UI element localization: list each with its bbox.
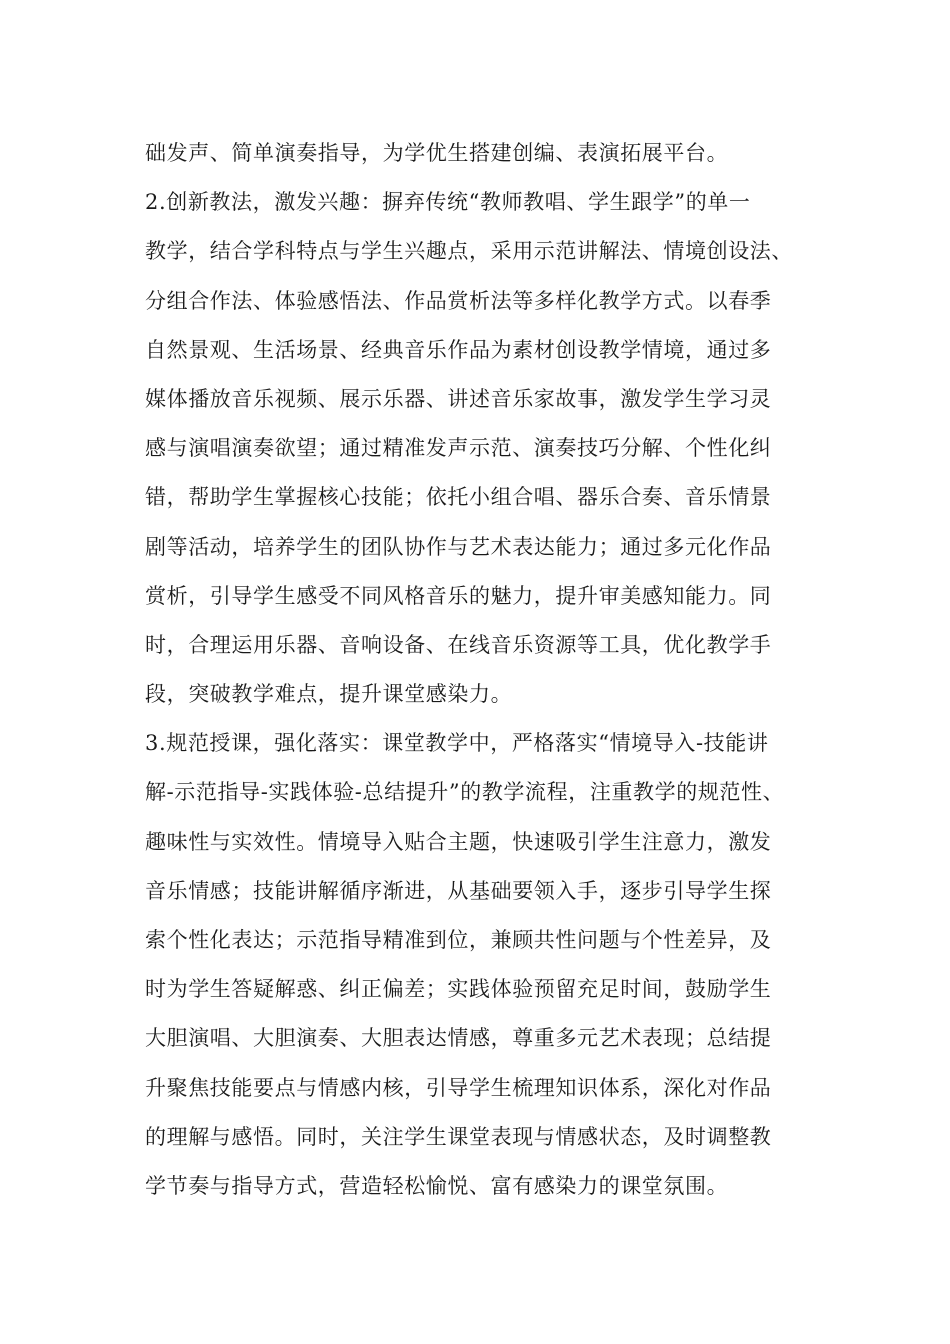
text-line: 赏析，引导学生感受不同风格音乐的魅力，提升审美感知能力。同 — [145, 583, 772, 608]
text-line: 教学，结合学科特点与学生兴趣点，采用示范讲解法、情境创设法、 — [145, 239, 793, 264]
text-line: 趣味性与实效性。情境导入贴合主题，快速吸引学生注意力，激发 — [145, 829, 772, 854]
text-line: 3.规范授课，强化落实：课堂教学中，严格落实“情境导入-技能讲 — [145, 731, 769, 756]
text-line: 升聚焦技能要点与情感内核，引导学生梳理知识体系，深化对作品 — [145, 1075, 772, 1100]
text-line: 剧等活动，培养学生的团队协作与艺术表达能力；通过多元化作品 — [145, 534, 772, 559]
text-line: 2.创新教法，激发兴趣：摒弃传统“教师教唱、学生跟学”的单一 — [145, 190, 751, 215]
text-line: 学节奏与指导方式，营造轻松愉悦、富有感染力的课堂氛围。 — [145, 1173, 729, 1198]
text-line: 础发声、简单演奏指导，为学优生搭建创编、表演拓展平台。 — [145, 141, 729, 165]
text-line: 段，突破教学难点，提升课堂感染力。 — [145, 682, 513, 707]
text-line: 大胆演唱、大胆演奏、大胆表达情感，尊重多元艺术表现；总结提 — [145, 1026, 772, 1051]
text-line: 时，合理运用乐器、音响设备、在线音乐资源等工具，优化教学手 — [145, 632, 772, 657]
document-body — [145, 133, 825, 1215]
text-line: 感与演唱演奏欲望；通过精准发声示范、演奏技巧分解、个性化纠 — [145, 436, 772, 461]
text-line: 解-示范指导-实践体验-总结提升”的教学流程，注重教学的规范性、 — [145, 780, 785, 805]
text-line: 错，帮助学生掌握核心技能；依托小组合唱、器乐合奏、音乐情景 — [145, 485, 772, 510]
text-line: 自然景观、生活场景、经典音乐作品为素材创设教学情境，通过多 — [145, 337, 772, 362]
text-line: 时为学生答疑解惑、纠正偏差；实践体验预留充足时间，鼓励学生 — [145, 977, 772, 1002]
text-line: 的理解与感悟。同时，关注学生课堂表现与情感状态，及时调整教 — [145, 1124, 772, 1149]
text-line: 分组合作法、体验感悟法、作品赏析法等多样化教学方式。以春季 — [145, 288, 772, 313]
text-line: 索个性化表达；示范指导精准到位，兼顾共性问题与个性差异，及 — [145, 928, 772, 952]
text-line: 媒体播放音乐视频、展示乐器、讲述音乐家故事，激发学生学习灵 — [145, 386, 772, 411]
text-line: 音乐情感；技能讲解循序渐进，从基础要领入手，逐步引导学生探 — [145, 878, 772, 903]
